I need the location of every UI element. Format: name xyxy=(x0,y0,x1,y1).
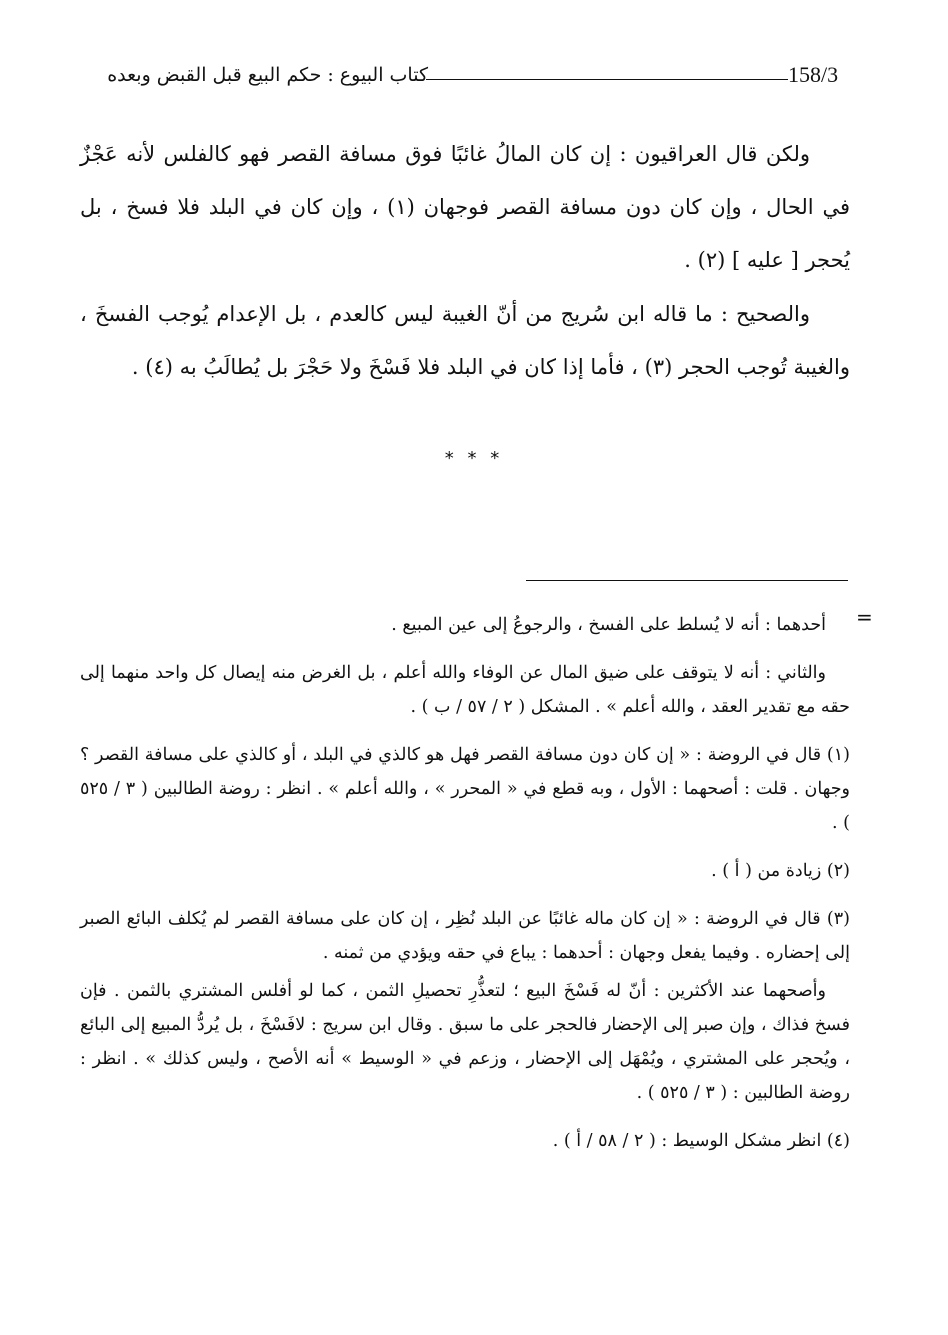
chapter-title: كتاب البيوع : حكم البيع قبل القبض وبعده xyxy=(107,64,428,86)
footnote-1: (١) قال في الروضة : « إن كان دون مسافة القصر فهل هو كالذي في البلد ، أو كالذي على مسافة القصر ؟ وجهان . قلت : أصحهما : الأول ، وبه قطع في « المحرر » ، والله أعلم » . انظر : روضة الطالبين ( ٣ / ٥٢٥ ) . xyxy=(80,745,850,833)
footnote-continued-1: أحدهما : أنه لا يُسلط على الفسخ ، والرجوعُ إلى عين المبيع . xyxy=(391,615,826,635)
footnote-2: (٢) زيادة من ( أ ) . xyxy=(711,861,850,881)
paragraph-text: ولكن قال العراقيون : إن كان المالُ غائبًا فوق مسافة القصر فهو كالفلس لأنه عَجْزٌ في الحال ، وإن كان دون مسافة القصر فوجهان (١) ، وإن كان في البلد فلا فسخ ، بل يُحجر [ عليه ] (٢) . xyxy=(80,142,850,272)
main-paragraph-1 xyxy=(80,128,850,287)
footnote-3: (٣) قال في الروضة : « إن كان ماله غائبًا عن البلد نُظِر ، إن كان على مسافة القصر لم يُكلف البائع الصبر إلى إحضاره . وفيما يفعل وجهان : أحدهما : يباع في حقه ويؤدي من ثمنه . xyxy=(80,909,850,963)
footnote-continued-2: والثاني : أنه لا يتوقف على ضيق المال عن الوفاء والله أعلم ، بل الغرض منه إيصال كل واحد منهما إلى حقه مع تقدير العقد ، والله أعلم » . المشكل ( ٢ / ٥٧ / ب ) . xyxy=(80,663,850,717)
footnote-4: (٤) انظر مشكل الوسيط : ( ٢ / ٥٨ / أ ) . xyxy=(552,1131,850,1151)
footnotes xyxy=(80,608,850,1158)
header-rule xyxy=(426,79,788,80)
section-separator: * * * xyxy=(444,448,504,469)
footnote-continuation-mark: = xyxy=(856,605,873,629)
footnote-3-continued: وأصحهما عند الأكثرين : أنّ له فَسْخَ البيع ؛ لتعذُّرِ تحصيلِ الثمن ، كما لو أفلس المشتري بالثمن . فإن فسخ فذاك ، وإن صبر إلى الإحضار فالحجر على ما سبق . وقال ابن سريج : لافَسْخَ ، بل يُردُّ المبيع إلى البائع ، ويُحجر على المشتري ، ويُمْهَل إلى الإحضار ، وزعم في « الوسيط » أنه الأصح ، وليس كذلك » . انظر : روضة الطالبين : ( ٣ / ٥٢٥ ) . xyxy=(80,981,850,1103)
page-number: 158/3 xyxy=(788,62,839,87)
main-paragraph-2 xyxy=(80,288,850,394)
paragraph-text: والصحيح : ما قاله ابن سُريج من أنّ الغيبة ليس كالعدم ، بل الإعدام يُوجب الفسخَ ، والغيبة تُوجب الحجر (٣) ، فأما إذا كان في البلد فلا فَسْخَ ولا حَجْرَ بل يُطالَبُ به (٤) . xyxy=(80,302,850,379)
footnote-rule xyxy=(526,580,848,581)
running-header xyxy=(78,62,848,96)
